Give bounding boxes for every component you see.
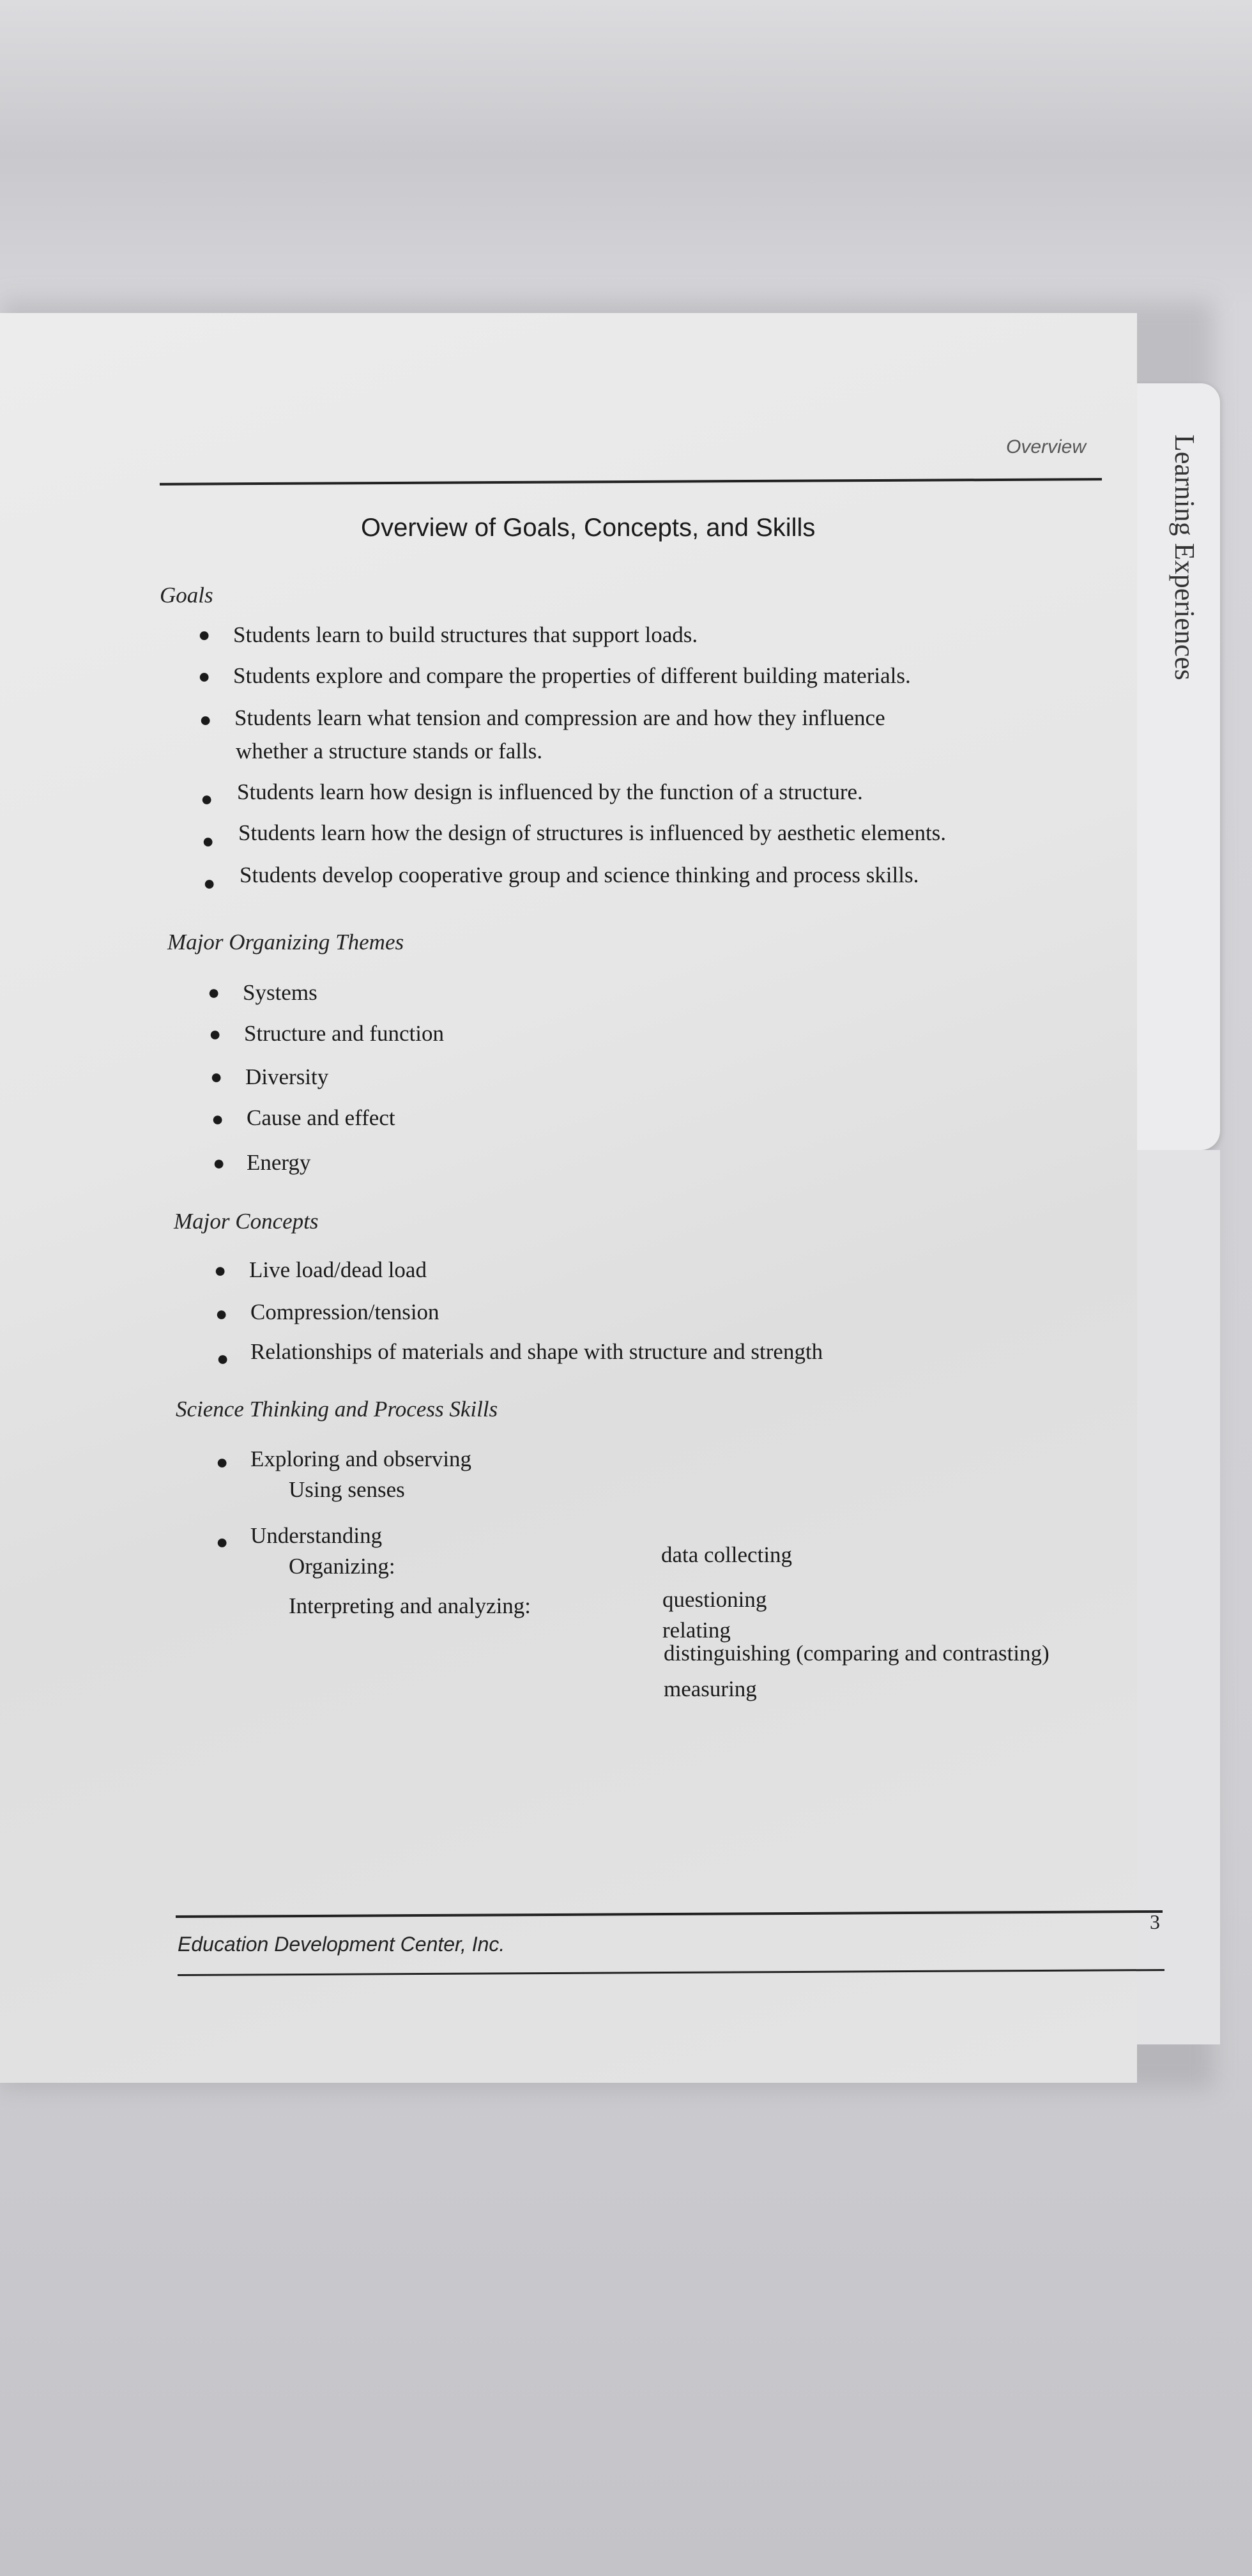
bullet-icon: ●: [198, 623, 211, 646]
bullet-icon: ●: [211, 1107, 224, 1130]
skill-subitem: Organizing:: [289, 1554, 395, 1579]
bullet-icon: ●: [213, 1151, 225, 1174]
concept-item: Relationships of materials and shape with structure and strength: [250, 1339, 823, 1364]
goals-heading: Goals: [160, 583, 213, 608]
theme-item: Systems: [243, 980, 317, 1005]
bullet-icon: ●: [216, 1450, 229, 1473]
page-title: Overview of Goals, Concepts, and Skills: [361, 514, 816, 542]
document-page: [0, 313, 1137, 2083]
skill-item: Understanding: [250, 1523, 383, 1548]
bullet-icon: ●: [215, 1302, 228, 1325]
skill-subitem: Using senses: [289, 1477, 405, 1502]
goal-item: Students explore and compare the properties of different building materials.: [233, 663, 911, 688]
theme-item: Diversity: [245, 1064, 329, 1089]
skill-detail: relating: [662, 1618, 731, 1643]
goal-item: Students learn what tension and compression are and how they influence: [234, 705, 885, 730]
footer-publisher: Education Development Center, Inc.: [178, 1933, 505, 1956]
theme-item: Cause and effect: [247, 1105, 395, 1130]
running-head: Overview: [1006, 436, 1087, 457]
bullet-icon: ●: [208, 981, 220, 1004]
bullet-icon: ●: [202, 829, 215, 852]
bullet-icon: ●: [199, 708, 212, 731]
bullet-icon: ●: [214, 1259, 227, 1282]
section-tab-label: Learning Experiences: [1169, 434, 1200, 680]
bullet-icon: ●: [217, 1347, 229, 1370]
bullet-icon: ●: [198, 664, 211, 687]
goal-item: Students learn to build structures that support loads.: [233, 622, 698, 647]
skills-heading: Science Thinking and Process Skills: [176, 1397, 498, 1422]
concept-item: Compression/tension: [250, 1300, 439, 1324]
bullet-icon: ●: [210, 1065, 223, 1088]
skill-detail: measuring: [664, 1676, 757, 1701]
bullet-icon: ●: [209, 1022, 222, 1045]
goal-item: Students learn how design is influenced by the function of a structure.: [237, 779, 863, 804]
bullet-icon: ●: [216, 1530, 229, 1553]
theme-item: Structure and function: [244, 1021, 444, 1046]
bullet-icon: ●: [201, 787, 213, 810]
skill-item: Exploring and observing: [250, 1446, 472, 1471]
skill-detail: data collecting: [661, 1542, 793, 1567]
skill-subitem: Interpreting and analyzing:: [289, 1593, 531, 1618]
themes-heading: Major Organizing Themes: [167, 930, 404, 954]
theme-item: Energy: [247, 1150, 311, 1175]
goal-item: Students develop cooperative group and science thinking and process skills.: [240, 862, 919, 887]
page-number: 3: [1150, 1910, 1160, 1933]
goal-item-continued: whether a structure stands or falls.: [236, 739, 543, 763]
bullet-icon: ●: [203, 871, 216, 894]
skill-detail: distinguishing (comparing and contrasting): [664, 1641, 1050, 1666]
goal-item: Students learn how the design of structures is influenced by aesthetic elements.: [238, 820, 947, 845]
concept-item: Live load/dead load: [249, 1257, 427, 1282]
skill-detail: questioning: [662, 1587, 767, 1612]
concepts-heading: Major Concepts: [174, 1209, 319, 1234]
